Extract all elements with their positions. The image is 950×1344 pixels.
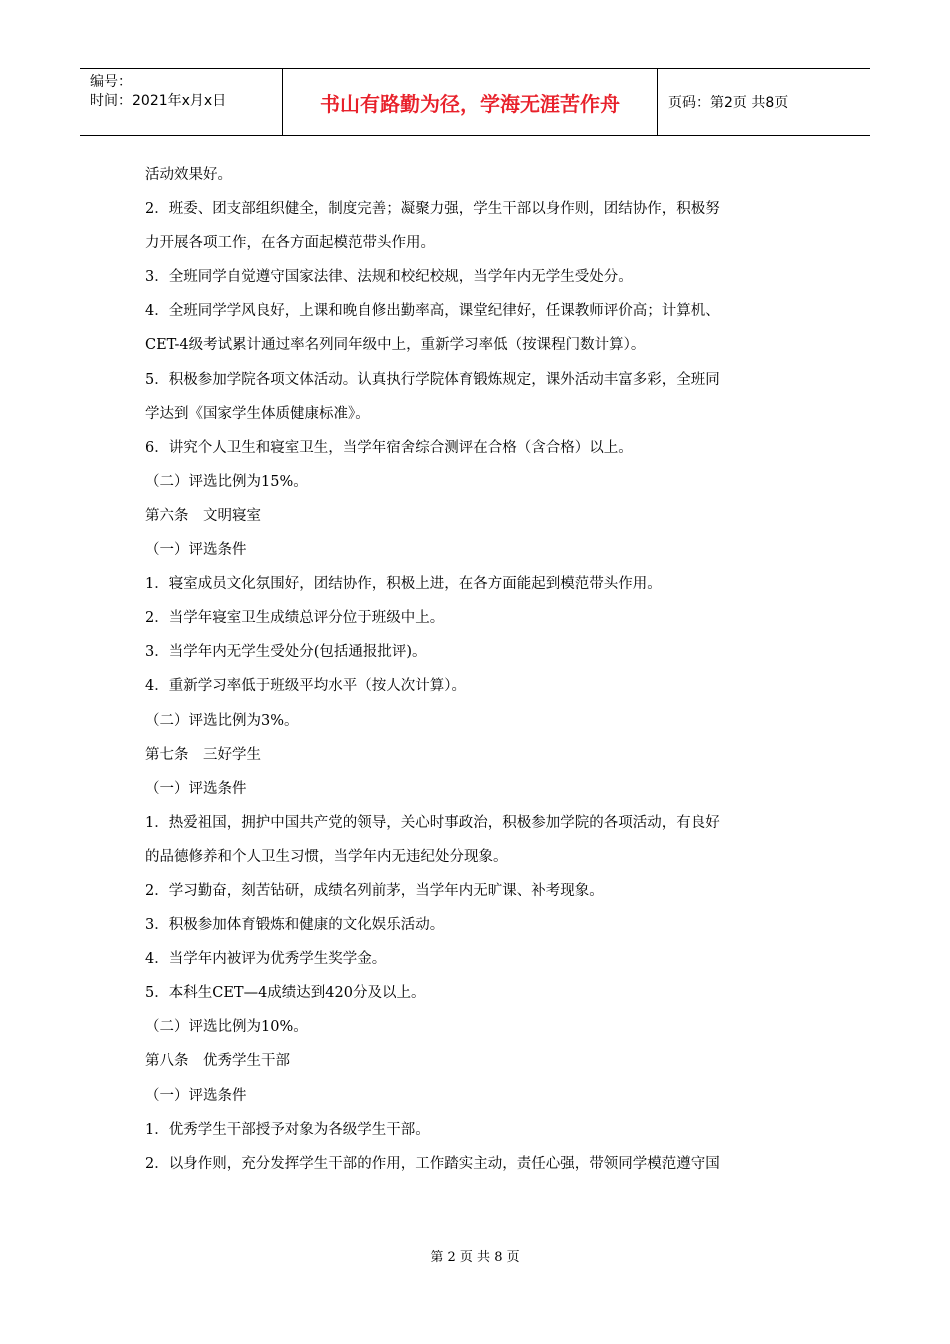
text-line: 5．积极参加学院各项文体活动。认真执行学院体育锻炼规定，课外活动丰富多彩，全班同 bbox=[145, 371, 720, 388]
text-line: 6．讲究个人卫生和寝室卫生，当学年宿舍综合测评在合格（含合格）以上。 bbox=[145, 439, 633, 456]
text-line: 活动效果好。 bbox=[145, 167, 232, 183]
text-line: 学达到《国家学生体质健康标准》。 bbox=[145, 405, 370, 422]
text-line: 4．当学年内被评为优秀学生奖学金。 bbox=[145, 951, 387, 968]
text-line: 5．本科生CET—4成绩达到420分及以上。 bbox=[145, 985, 426, 1002]
text-line: 3．当学年内无学生受处分(包括通报批评)。 bbox=[145, 644, 427, 661]
text-line: 1．寝室成员文化氛围好，团结协作，积极上进，在各方面能起到模范带头作用。 bbox=[145, 576, 662, 593]
text-line: 2．以身作则，充分发挥学生干部的作用，工作踏实主动，责任心强，带领同学模范遵守国 bbox=[145, 1155, 720, 1172]
header-motto: 书山有路勤为径，学海无涯苦作舟 bbox=[282, 69, 658, 135]
text-line: 4．重新学习率低于班级平均水平（按人次计算）。 bbox=[145, 678, 466, 695]
text-line: （二）评选比例为15%。 bbox=[145, 473, 308, 490]
text-line: 1．优秀学生干部授予对象为各级学生干部。 bbox=[145, 1121, 430, 1138]
text-line: 第六条 文明寝室 bbox=[145, 507, 261, 524]
text-line: CET-4级考试累计通过率名列同年级中上，重新学习率低（按课程门数计算）。 bbox=[145, 337, 646, 354]
text-line: （一）评选条件 bbox=[145, 542, 247, 559]
page-footer: 第 2 页 共 8 页 bbox=[430, 1250, 520, 1265]
header-meta bbox=[80, 69, 282, 135]
text-line: （二）评选比例为10%。 bbox=[145, 1019, 308, 1036]
text-line: （一）评选条件 bbox=[145, 1087, 247, 1104]
text-line: 3．全班同学自觉遵守国家法律、法规和校纪校规，当学年内无学生受处分。 bbox=[145, 269, 633, 286]
text-line: （一）评选条件 bbox=[145, 780, 247, 797]
text-line: 3．积极参加体育锻炼和健康的文化娱乐活动。 bbox=[145, 917, 445, 934]
text-line: （二）评选比例为3%。 bbox=[145, 712, 299, 729]
header-page-info: 页码：第2页 共8页 bbox=[668, 95, 789, 111]
number-label: 编号： bbox=[90, 74, 132, 90]
document-body bbox=[145, 158, 825, 1181]
text-line: 4．全班同学学风良好，上课和晚自修出勤率高，课堂纪律好，任课教师评价高；计算机、 bbox=[145, 303, 720, 320]
page-header bbox=[80, 68, 870, 136]
text-line: 1．热爱祖国，拥护中国共产党的领导，关心时事政治，积极参加学院的各项活动，有良好 bbox=[145, 814, 720, 831]
text-line: 的品德修养和个人卫生习惯，当学年内无违纪处分现象。 bbox=[145, 848, 508, 865]
text-line: 2．当学年寝室卫生成绩总评分位于班级中上。 bbox=[145, 610, 445, 627]
text-line: 力开展各项工作，在各方面起模范带头作用。 bbox=[145, 235, 435, 252]
text-line: 第七条 三好学生 bbox=[145, 746, 261, 763]
text-line: 第八条 优秀学生干部 bbox=[145, 1053, 290, 1070]
time-label: 时间：2021年x月x日 bbox=[90, 93, 227, 109]
text-line: 2．班委、团支部组织健全，制度完善；凝聚力强，学生干部以身作则，团结协作，积极努 bbox=[145, 201, 720, 218]
text-line: 2．学习勤奋，刻苦钻研，成绩名列前茅，当学年内无旷课、补考现象。 bbox=[145, 882, 604, 899]
